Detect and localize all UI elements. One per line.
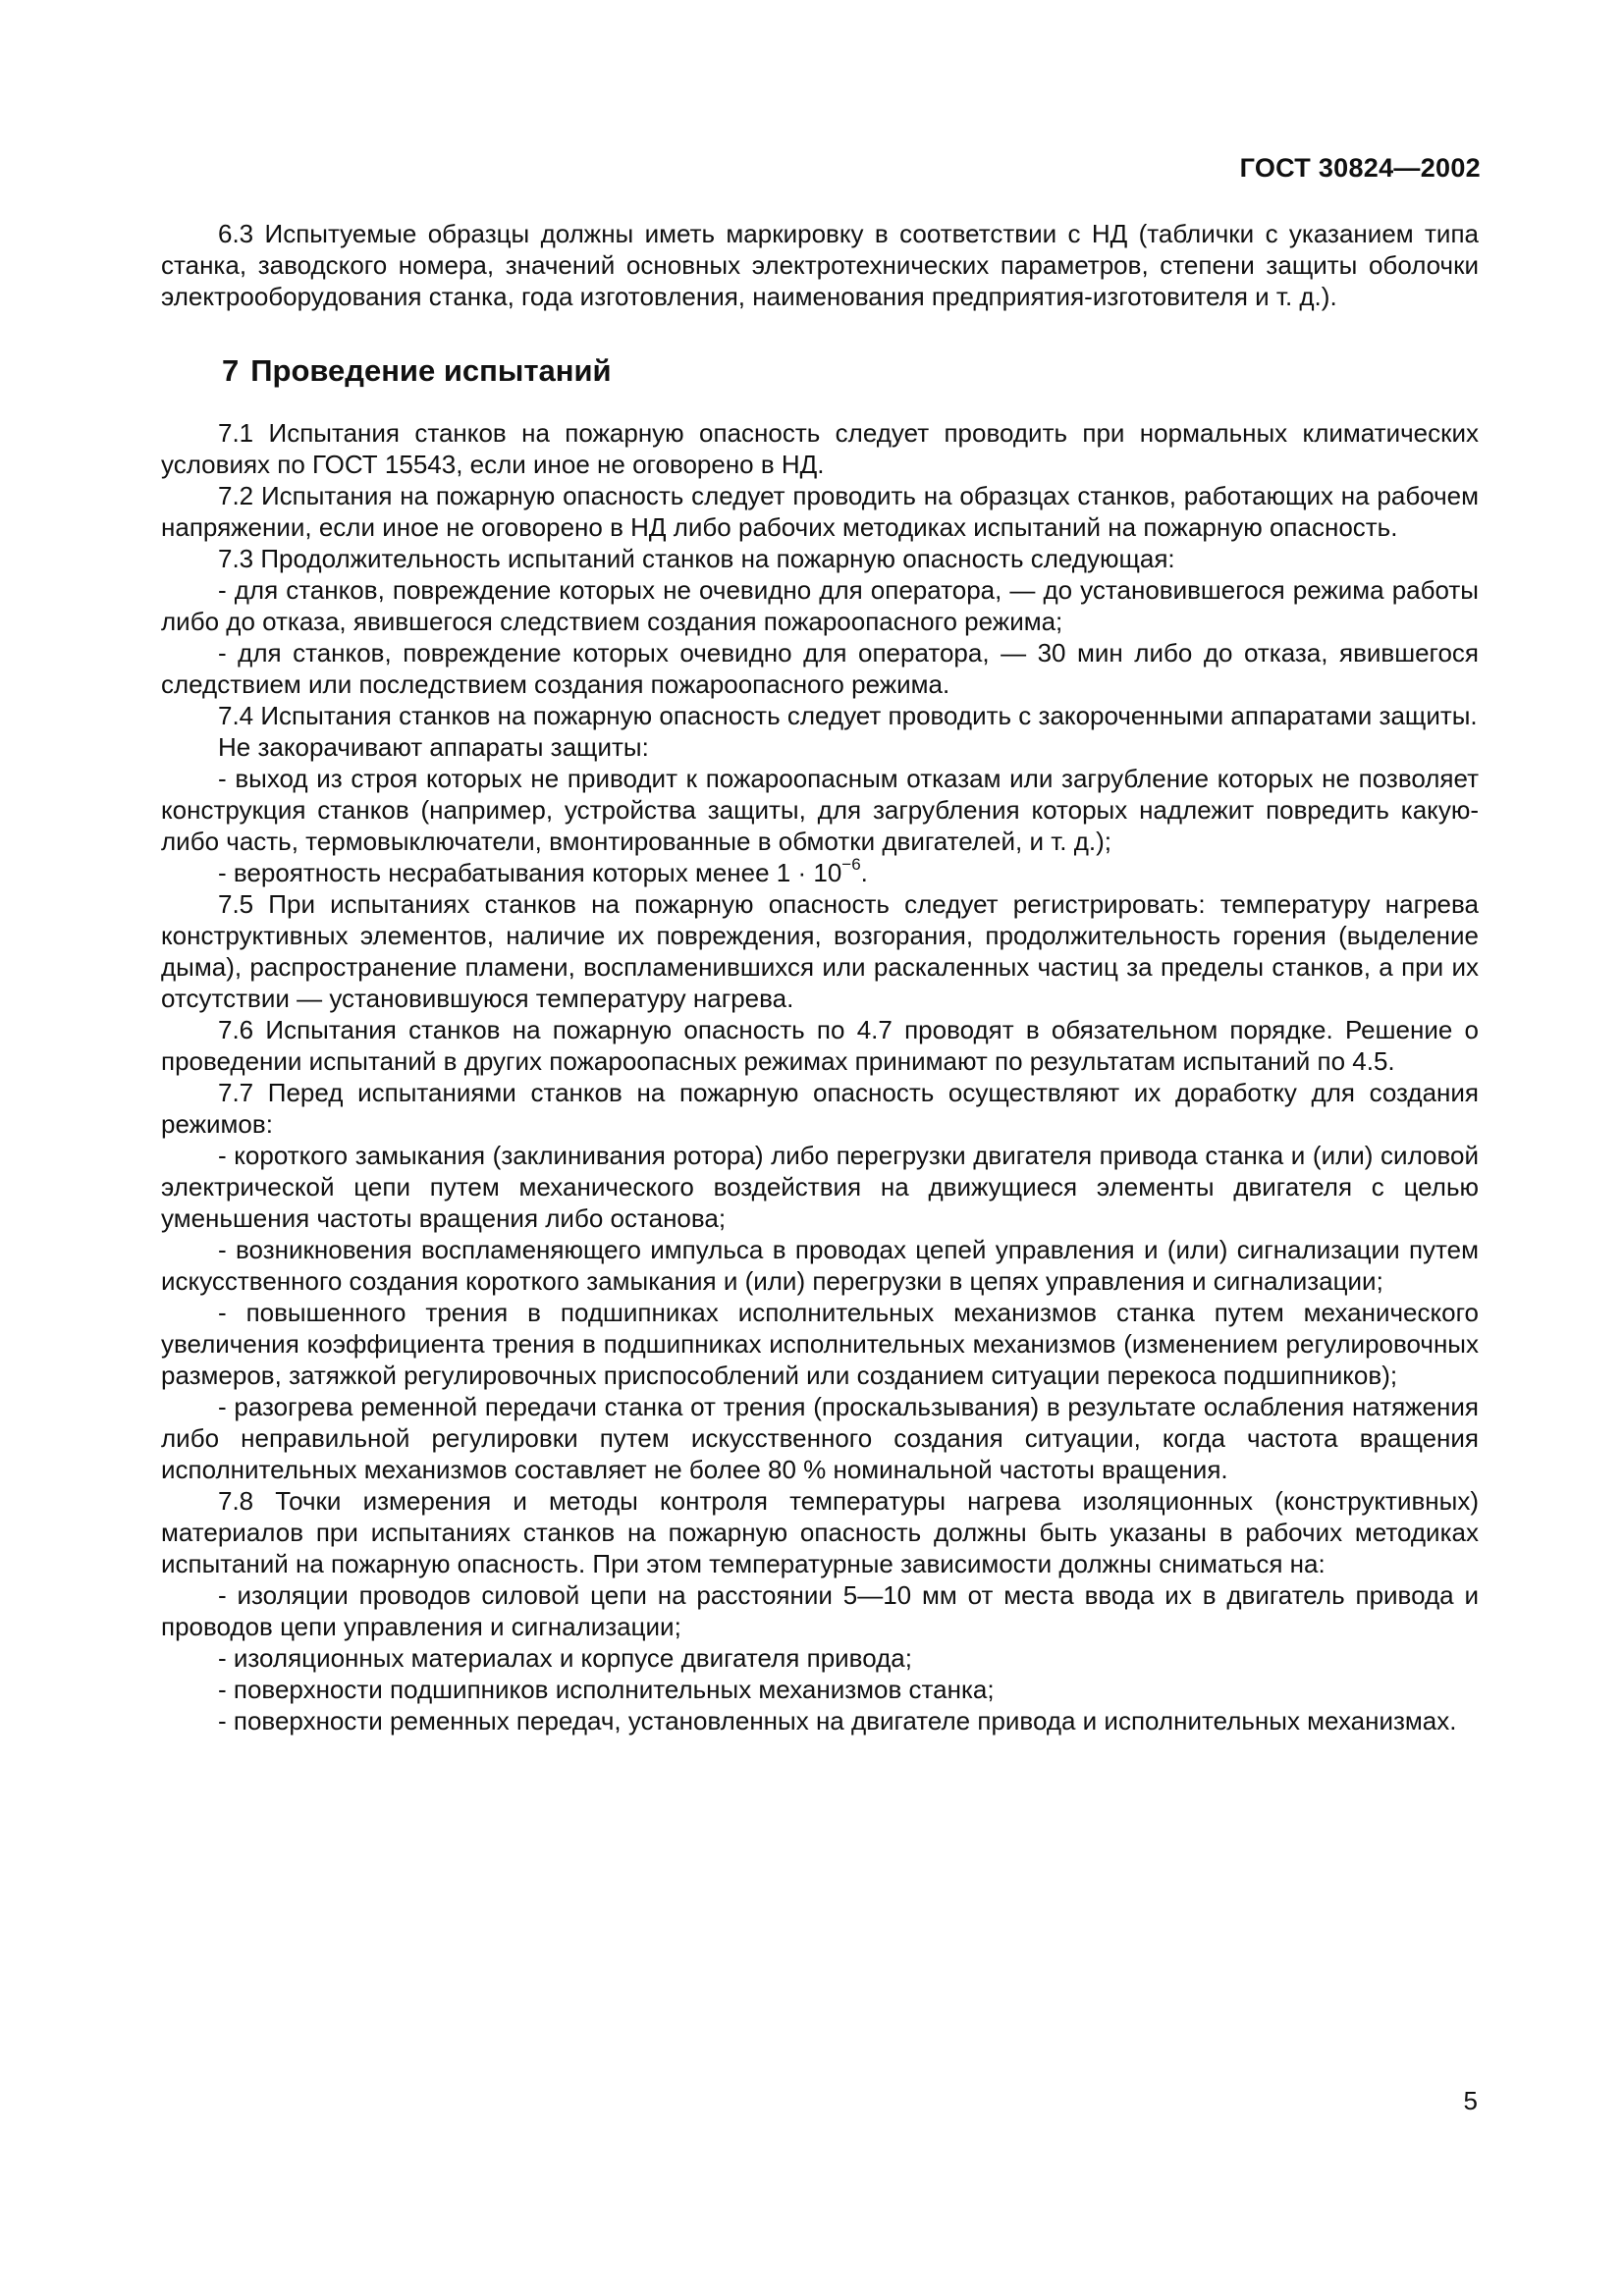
paragraph-6-3: 6.3 Испытуемые образцы должны иметь маркировку в соответствии с НД (таблички с указанием типа станка, заводского номера, значений основных электротехнических параметров, степени защиты оболочки электрооборудования станка, года изготовления, наименования предприятия-изготовителя и т. д.). <box>161 219 1479 311</box>
list-item-7-4-b <box>161 857 1479 888</box>
list-item-7-4-b-end: . <box>860 858 868 887</box>
list-item-7-8-a: - изоляции проводов силовой цепи на расстоянии 5—10 мм от места ввода их в двигатель привода и проводов цепи управления и сигнализации; <box>161 1580 1479 1641</box>
list-item-7-3-b: - для станков, повреждение которых очевидно для оператора, — 30 мин либо до отказа, явившегося следствием или последствием создания пожароопасного режима. <box>161 638 1479 699</box>
list-item-7-8-c: - поверхности подшипников исполнительных механизмов станка; <box>218 1675 995 1704</box>
list-item-7-7-b: - возникновения воспламеняющего импульса в проводах цепей управления и (или) сигнализации путем искусственного создания короткого замыкания и (или) перегрузки в цепях управления и сигнализации; <box>161 1235 1479 1296</box>
page-number: 5 <box>1463 2086 1478 2115</box>
list-item-7-7-c: - повышенного трения в подшипниках исполнительных механизмов станка путем механического увеличения коэффициента трения в подшипниках исполнительных механизмов (изменением регулировочных размеров, затяжкой регулировочных приспособлений или созданием ситуации перекоса подшипников); <box>161 1298 1479 1390</box>
list-item-7-8-b: - изоляционных материалах и корпусе двигателя привода; <box>218 1643 912 1673</box>
paragraph-7-4-intro: Не закорачивают аппараты защиты: <box>218 732 649 762</box>
paragraph-7-4: 7.4 Испытания станков на пожарную опасность следует проводить с закороченными аппаратами защиты. <box>218 701 1478 730</box>
list-item-7-4-b-text: - вероятность несрабатывания которых менее 1 · 10 <box>218 858 842 887</box>
list-item-7-4-a: - выход из строя которых не приводит к пожароопасным отказам или загрубление которых не позволяет конструкция станков (например, устройства защиты, для загрубления которых надлежит повредить какую-либо часть, термовыключатели, вмонтированные в обмотки двигателей, и т. д.); <box>161 764 1479 856</box>
paragraph-7-5: 7.5 При испытаниях станков на пожарную опасность следует регистрировать: температуру нагрева конструктивных элементов, наличие их повреждения, возгорания, продолжительность горения (выделение дыма), распространение пламени, воспламенившихся или раскаленных частиц за пределы станков, а при их отсутствии — установившуюся температуру нагрева. <box>161 889 1479 1013</box>
paragraph-7-7: 7.7 Перед испытаниями станков на пожарную опасность осуществляют их доработку для создания режимов: <box>161 1078 1479 1139</box>
paragraph-7-3: 7.3 Продолжительность испытаний станков на пожарную опасность следующая: <box>218 544 1175 573</box>
paragraph-7-6: 7.6 Испытания станков на пожарную опасность по 4.7 проводят в обязательном порядке. Решение о проведении испытаний в других пожароопасных режимах принимают по результатам испытаний по 4.5. <box>161 1015 1479 1076</box>
paragraph-7-1: 7.1 Испытания станков на пожарную опасность следует проводить при нормальных климатических условиях по ГОСТ 15543, если иное не оговорено в НД. <box>161 418 1479 479</box>
exponent: −6 <box>841 855 861 875</box>
list-item-7-7-d: - разогрева ременной передачи станка от трения (проскальзывания) в результате ослабления натяжения либо неправильной регулировки путем искусственного создания ситуации, когда частота вращения исполнительных механизмов составляет не более 80 % номинальной частоты вращения. <box>161 1392 1479 1484</box>
document-header-standard: ГОСТ 30824—2002 <box>1239 153 1481 183</box>
section-heading <box>161 351 1479 391</box>
list-item-7-8-d: - поверхности ременных передач, установленных на двигателе привода и исполнительных механизмах. <box>218 1706 1457 1735</box>
document-body <box>161 218 1479 1736</box>
list-item-7-7-a: - короткого замыкания (заклинивания ротора) либо перегрузки двигателя привода станка и (или) силовой электрической цепи путем механического воздействия на движущиеся элементы двигателя с целью уменьшения частоты вращения либо останова; <box>161 1141 1479 1233</box>
paragraph-7-8: 7.8 Точки измерения и методы контроля температуры нагрева изоляционных (конструктивных) материалов при испытаниях станков на пожарную опасность должны быть указаны в рабочих методиках испытаний на пожарную опасность. При этом температурные зависимости должны сниматься на: <box>161 1486 1479 1578</box>
paragraph-7-2: 7.2 Испытания на пожарную опасность следует проводить на образцах станков, работающих на рабочем напряжении, если иное не оговорено в НД либо рабочих методиках испытаний на пожарную опасность. <box>161 481 1479 542</box>
section-number: 7 <box>222 353 240 388</box>
list-item-7-3-a: - для станков, повреждение которых не очевидно для оператора, — до установившегося режима работы либо до отказа, явившегося следствием создания пожароопасного режима; <box>161 575 1479 636</box>
section-title: Проведение испытаний <box>250 353 612 388</box>
